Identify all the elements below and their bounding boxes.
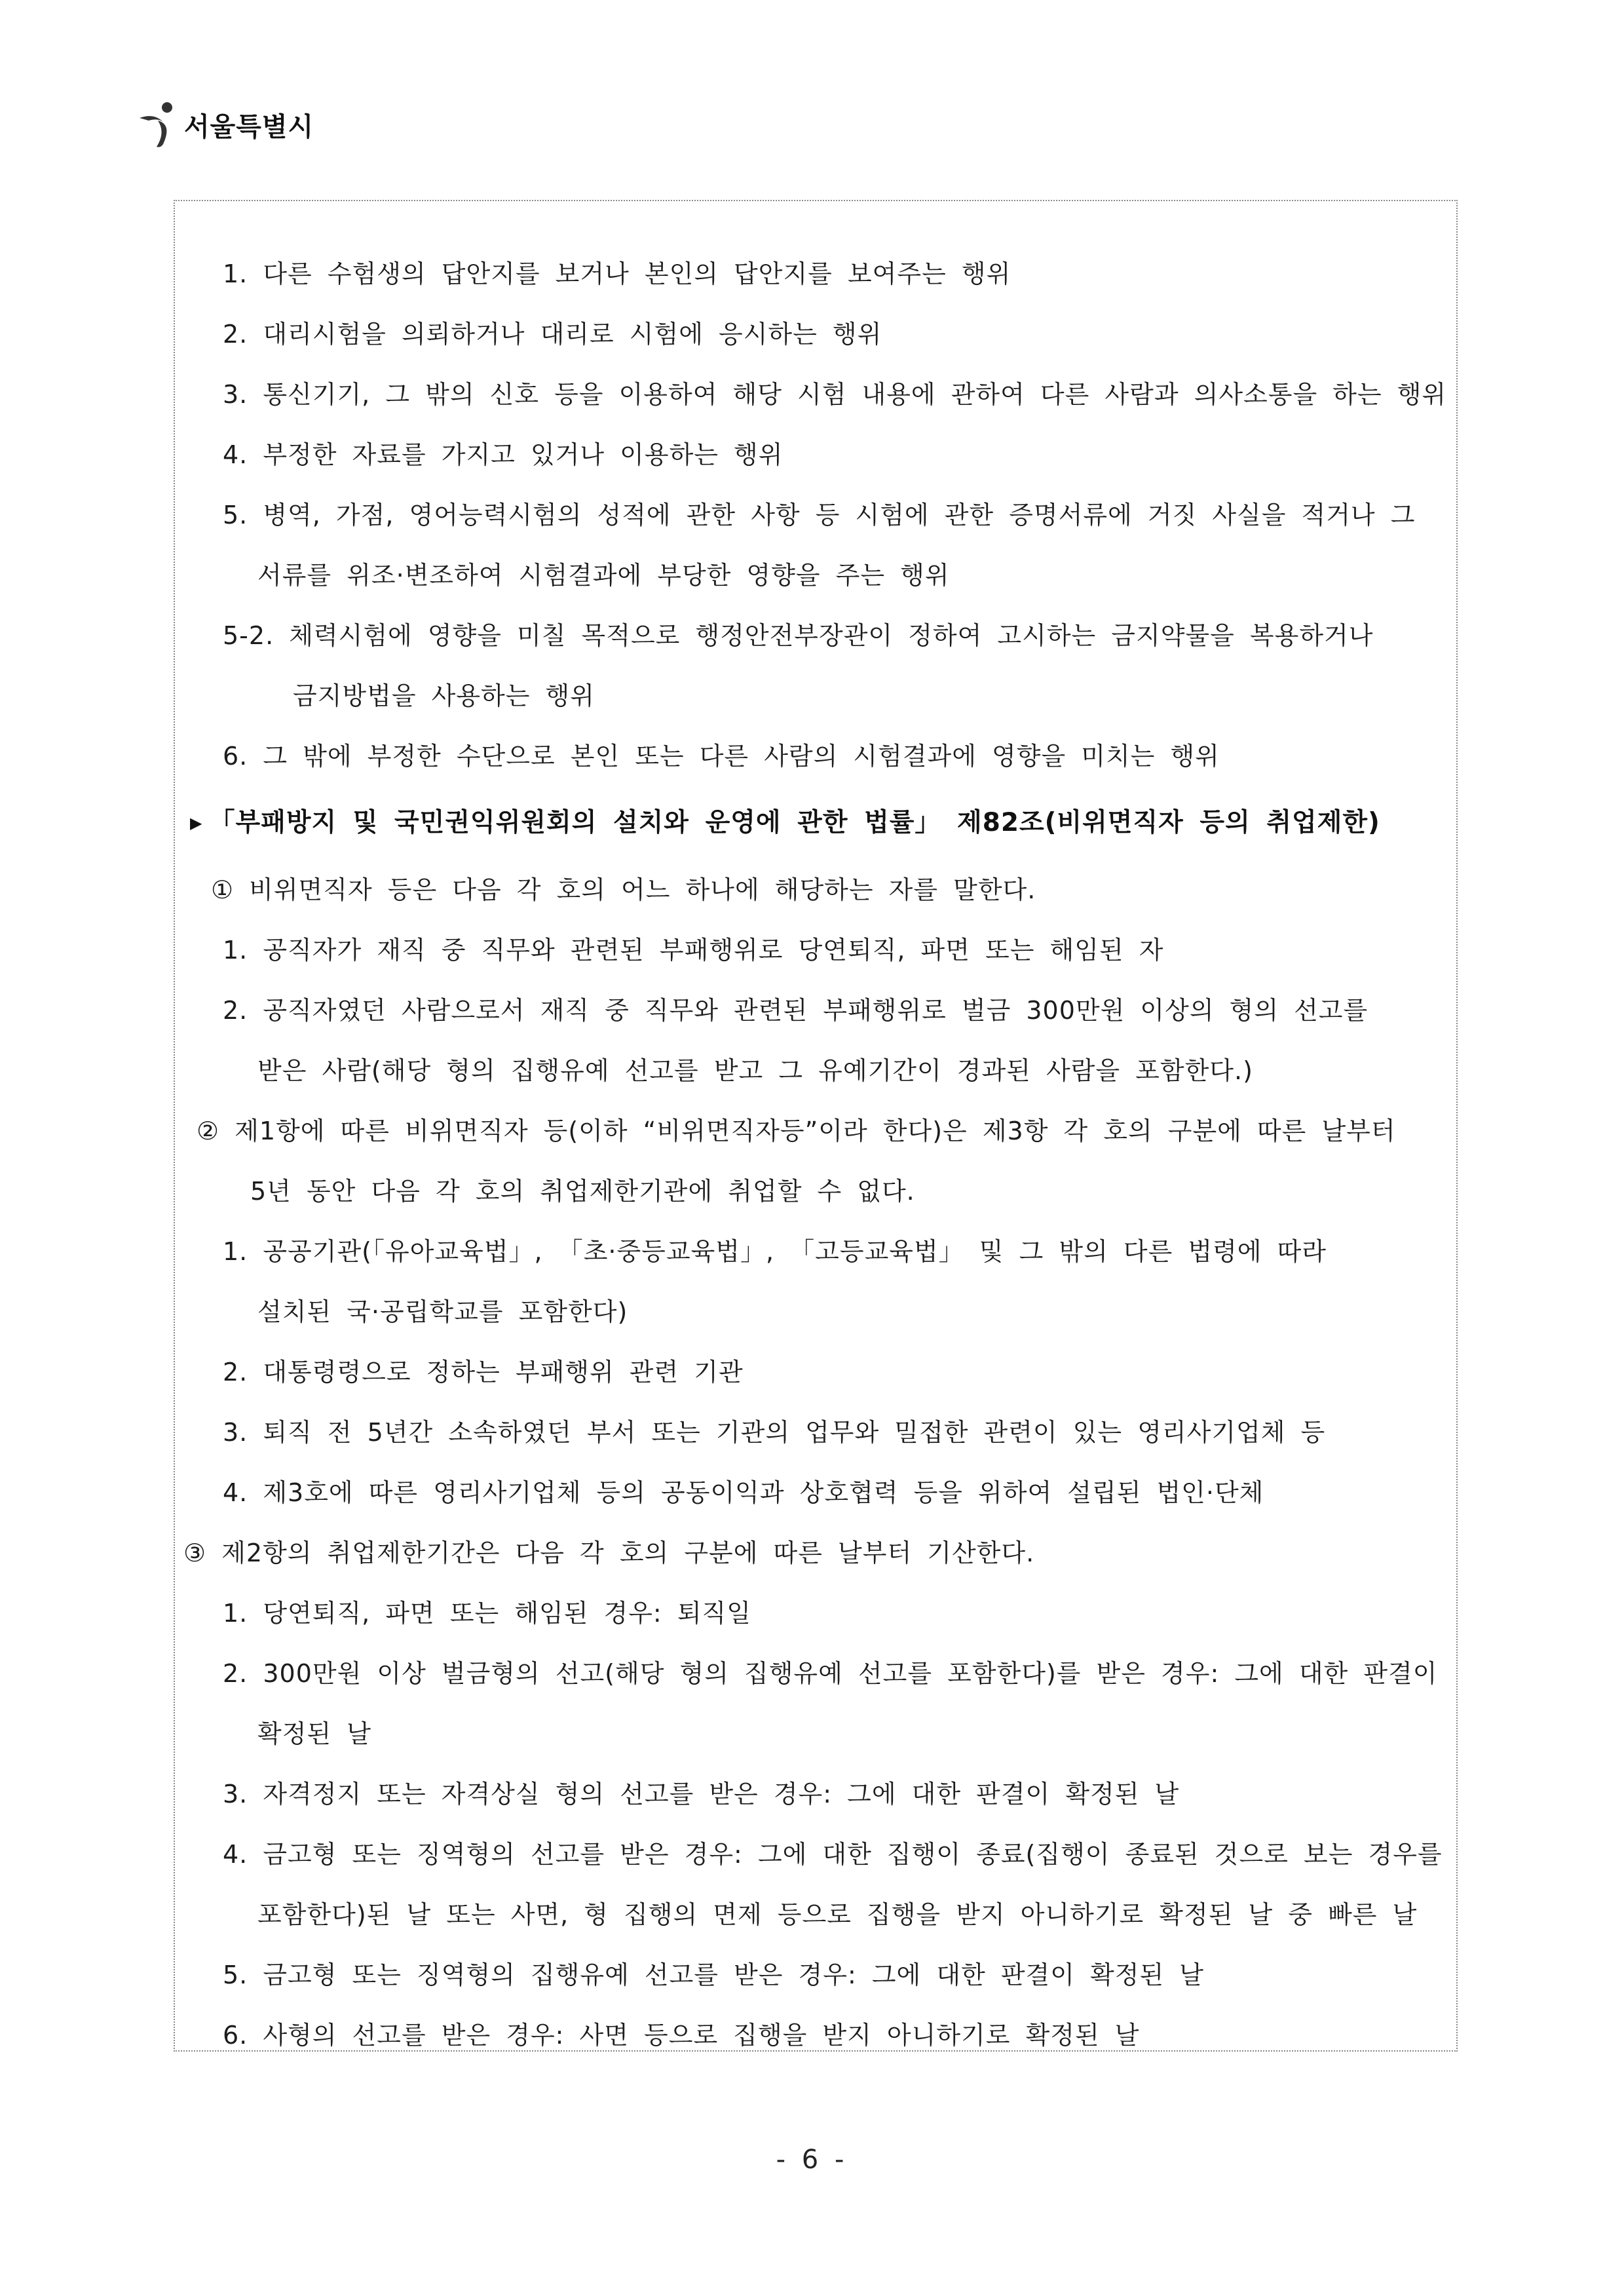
list-item: 4. 제3호에 따른 영리사기업체 등의 공동이익과 상호협력 등을 위하여 설립된 법인·단체 — [223, 1478, 1264, 1507]
list-item: 4. 부정한 자료를 가지고 있거나 이용하는 행위 — [223, 440, 784, 469]
paragraph-continuation: 5년 동안 다음 각 호의 취업제한기관에 취업할 수 없다. — [250, 1177, 915, 1206]
list-item-continuation: 금지방법을 사용하는 행위 — [293, 681, 595, 710]
list-item-continuation: 포함한다)된 날 또는 사면, 형 집행의 면제 등으로 집행을 받지 아니하기로 확정된 날 중 빠른 날 — [257, 1900, 1418, 1929]
list-item: 6. 사형의 선고를 받은 경우: 사면 등으로 집행을 받지 아니하기로 확정된 날 — [223, 2021, 1140, 2050]
triangle-bullet-icon: ▶ — [190, 814, 203, 832]
list-item-continuation: 확정된 날 — [257, 1719, 371, 1748]
list-item: 3. 퇴직 전 5년간 소속하였던 부서 또는 기관의 업무와 밀접한 관련이 있는 영리사기업체 등 — [223, 1418, 1326, 1447]
page-number: - 6 - — [776, 2145, 848, 2175]
list-item-continuation: 받은 사람(해당 형의 집행유예 선고를 받고 그 유예기간이 경과된 사람을 포함한다.) — [257, 1056, 1253, 1085]
list-item: 1. 공직자가 재직 중 직무와 관련된 부패행위로 당연퇴직, 파면 또는 해임된 자 — [223, 936, 1164, 965]
list-item: 1. 당연퇴직, 파면 또는 해임된 경우: 퇴직일 — [223, 1599, 751, 1628]
paragraph: ① 비위면직자 등은 다음 각 호의 어느 하나에 해당하는 자를 말한다. — [211, 875, 1036, 904]
list-item: 2. 공직자였던 사람으로서 재직 중 직무와 관련된 부패행위로 벌금 300만원 이상의 형의 선고를 — [223, 996, 1369, 1025]
org-name: 서울특별시 — [184, 111, 314, 142]
list-item-continuation: 서류를 위조·변조하여 시험결과에 부당한 영향을 주는 행위 — [257, 561, 950, 590]
list-item: 1. 다른 수험생의 답안지를 보거나 본인의 답안지를 보여주는 행위 — [223, 259, 1011, 288]
list-item: 1. 공공기관(「유아교육법」, 「초·중등교육법」, 「고등교육법」 및 그 밖의 다른 법령에 따라 — [223, 1237, 1327, 1266]
header-logo — [134, 98, 314, 151]
list-item: 5. 금고형 또는 징역형의 집행유예 선고를 받은 경우: 그에 대한 판결이 확정된 날 — [223, 1961, 1204, 1989]
paragraph: ③ 제2항의 취업제한기간은 다음 각 호의 구분에 따른 날부터 기산한다. — [183, 1539, 1035, 1567]
seoul-logo-icon — [134, 98, 180, 151]
list-item: 4. 금고형 또는 징역형의 선고를 받은 경우: 그에 대한 집행이 종료(집행이 종료된 것으로 보는 경우를 — [223, 1840, 1443, 1869]
section-heading — [190, 807, 1380, 841]
list-item: 6. 그 밖에 부정한 수단으로 본인 또는 다른 사람의 시험결과에 영향을 미치는 행위 — [223, 742, 1220, 771]
list-item: 2. 300만원 이상 벌금형의 선고(해당 형의 집행유예 선고를 포함한다)를 받은 경우: 그에 대한 판결이 — [223, 1659, 1438, 1688]
paragraph: ② 제1항에 따른 비위면직자 등(이하 “비위면직자등”이라 한다)은 제3항 각 호의 구분에 따른 날부터 — [197, 1117, 1396, 1145]
list-item: 5. 병역, 가점, 영어능력시험의 성적에 관한 사항 등 시험에 관한 증명서류에 거짓 사실을 적거나 그 — [223, 501, 1416, 529]
list-item: 3. 자격정지 또는 자격상실 형의 선고를 받은 경우: 그에 대한 판결이 확정된 날 — [223, 1780, 1180, 1808]
list-item: 2. 대리시험을 의뢰하거나 대리로 시험에 응시하는 행위 — [223, 320, 882, 349]
list-item: 5-2. 체력시험에 영향을 미칠 목적으로 행정안전부장관이 정하여 고시하는 금지약물을 복용하거나 — [223, 621, 1374, 650]
list-item: 3. 통신기기, 그 밖의 신호 등을 이용하여 해당 시험 내용에 관하여 다른 사람과 의사소통을 하는 행위 — [223, 380, 1447, 409]
list-item: 2. 대통령령으로 정하는 부패행위 관련 기관 — [223, 1358, 744, 1387]
list-item-continuation: 설치된 국·공립학교를 포함한다) — [257, 1297, 628, 1326]
section-heading-text: 「부패방지 및 국민권익위원회의 설치와 운영에 관한 법률」 제82조(비위면직자 등의 취업제한) — [209, 808, 1380, 837]
